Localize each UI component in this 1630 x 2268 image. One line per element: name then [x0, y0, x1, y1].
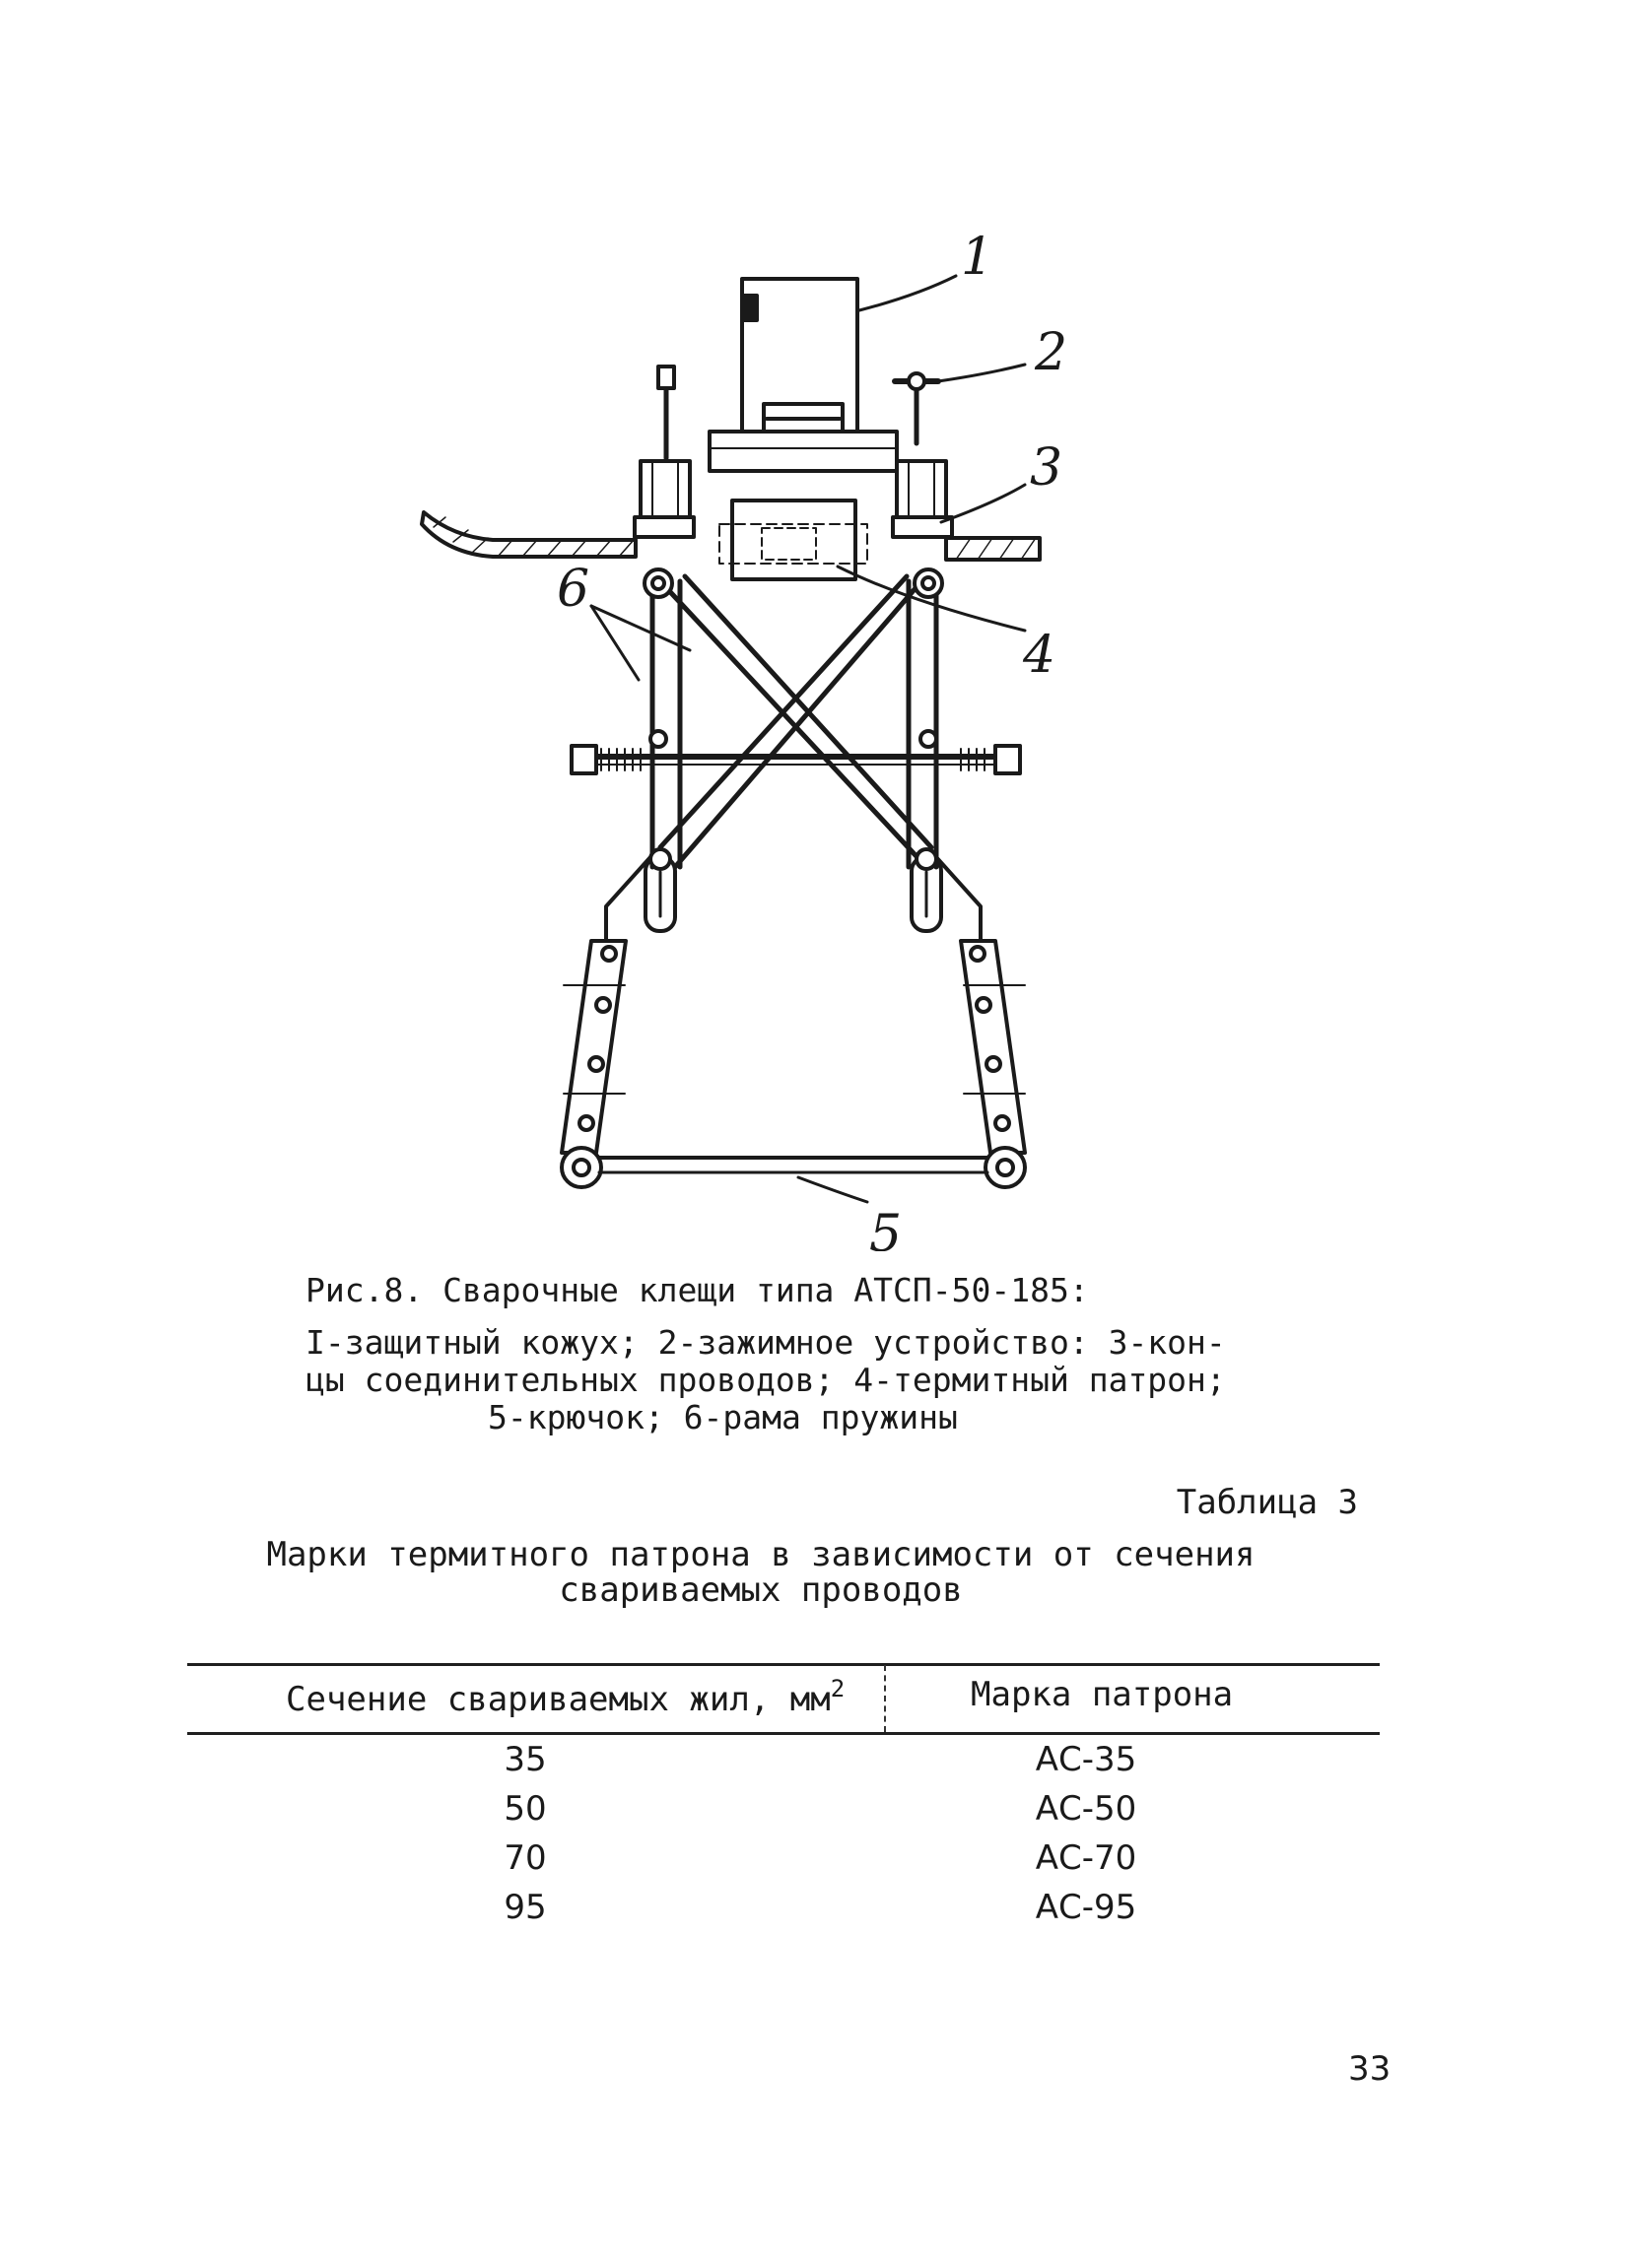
table-cell-section: 35 — [504, 1740, 547, 1779]
table-cell-brand: АС-35 — [1035, 1740, 1137, 1779]
table-title-line: свариваемых проводов — [559, 1570, 963, 1610]
table-top-rule — [187, 1663, 1380, 1666]
callout-4: 4 — [1023, 626, 1056, 685]
table-label: Таблица 3 — [1176, 1483, 1358, 1522]
table-header-brand: Марка патрона — [971, 1675, 1234, 1714]
callout-2: 2 — [1035, 323, 1068, 382]
table-row — [187, 1838, 1380, 1888]
callout-3: 3 — [1030, 438, 1063, 498]
table-title-line: Марки термитного патрона в зависимости от сечения — [266, 1535, 1256, 1574]
table-cell-brand: АС-70 — [1035, 1838, 1137, 1878]
figure-caption-line: цы соединительных проводов; 4-термитный патрон; — [306, 1361, 1226, 1399]
callout-1: 1 — [961, 228, 994, 287]
table-cell-section: 95 — [504, 1888, 547, 1927]
callout-6: 6 — [557, 560, 590, 619]
table-row — [187, 1740, 1380, 1789]
table-cell-section: 50 — [504, 1789, 547, 1829]
table-cell-brand: АС-95 — [1035, 1888, 1137, 1927]
page-number: 33 — [1348, 2049, 1392, 2089]
table-column-separator — [884, 1665, 886, 1732]
figure-caption-title: Рис.8. Сварочные клещи типа АТСП-50-185: — [306, 1271, 1089, 1309]
table-row — [187, 1789, 1380, 1838]
table-row — [187, 1888, 1380, 1937]
table-header-rule — [187, 1732, 1380, 1735]
table-cell-section: 70 — [504, 1838, 547, 1878]
table-header-section-text: Сечение свариваемых жил, мм — [286, 1680, 831, 1719]
figure-caption-line: I-защитный кожух; 2-зажимное устройство: 3-кон- — [306, 1323, 1226, 1362]
callout-5: 5 — [869, 1205, 903, 1251]
table-header-section — [286, 1675, 845, 1719]
table-header-unit-superscript: 2 — [830, 1675, 846, 1702]
figure-caption-line: 5-крючок; 6-рама пружины — [488, 1398, 958, 1436]
welding-clamp-drawing — [394, 217, 1104, 1251]
table-cell-brand: АС-50 — [1035, 1789, 1137, 1829]
protective-housing-shape — [742, 279, 857, 432]
